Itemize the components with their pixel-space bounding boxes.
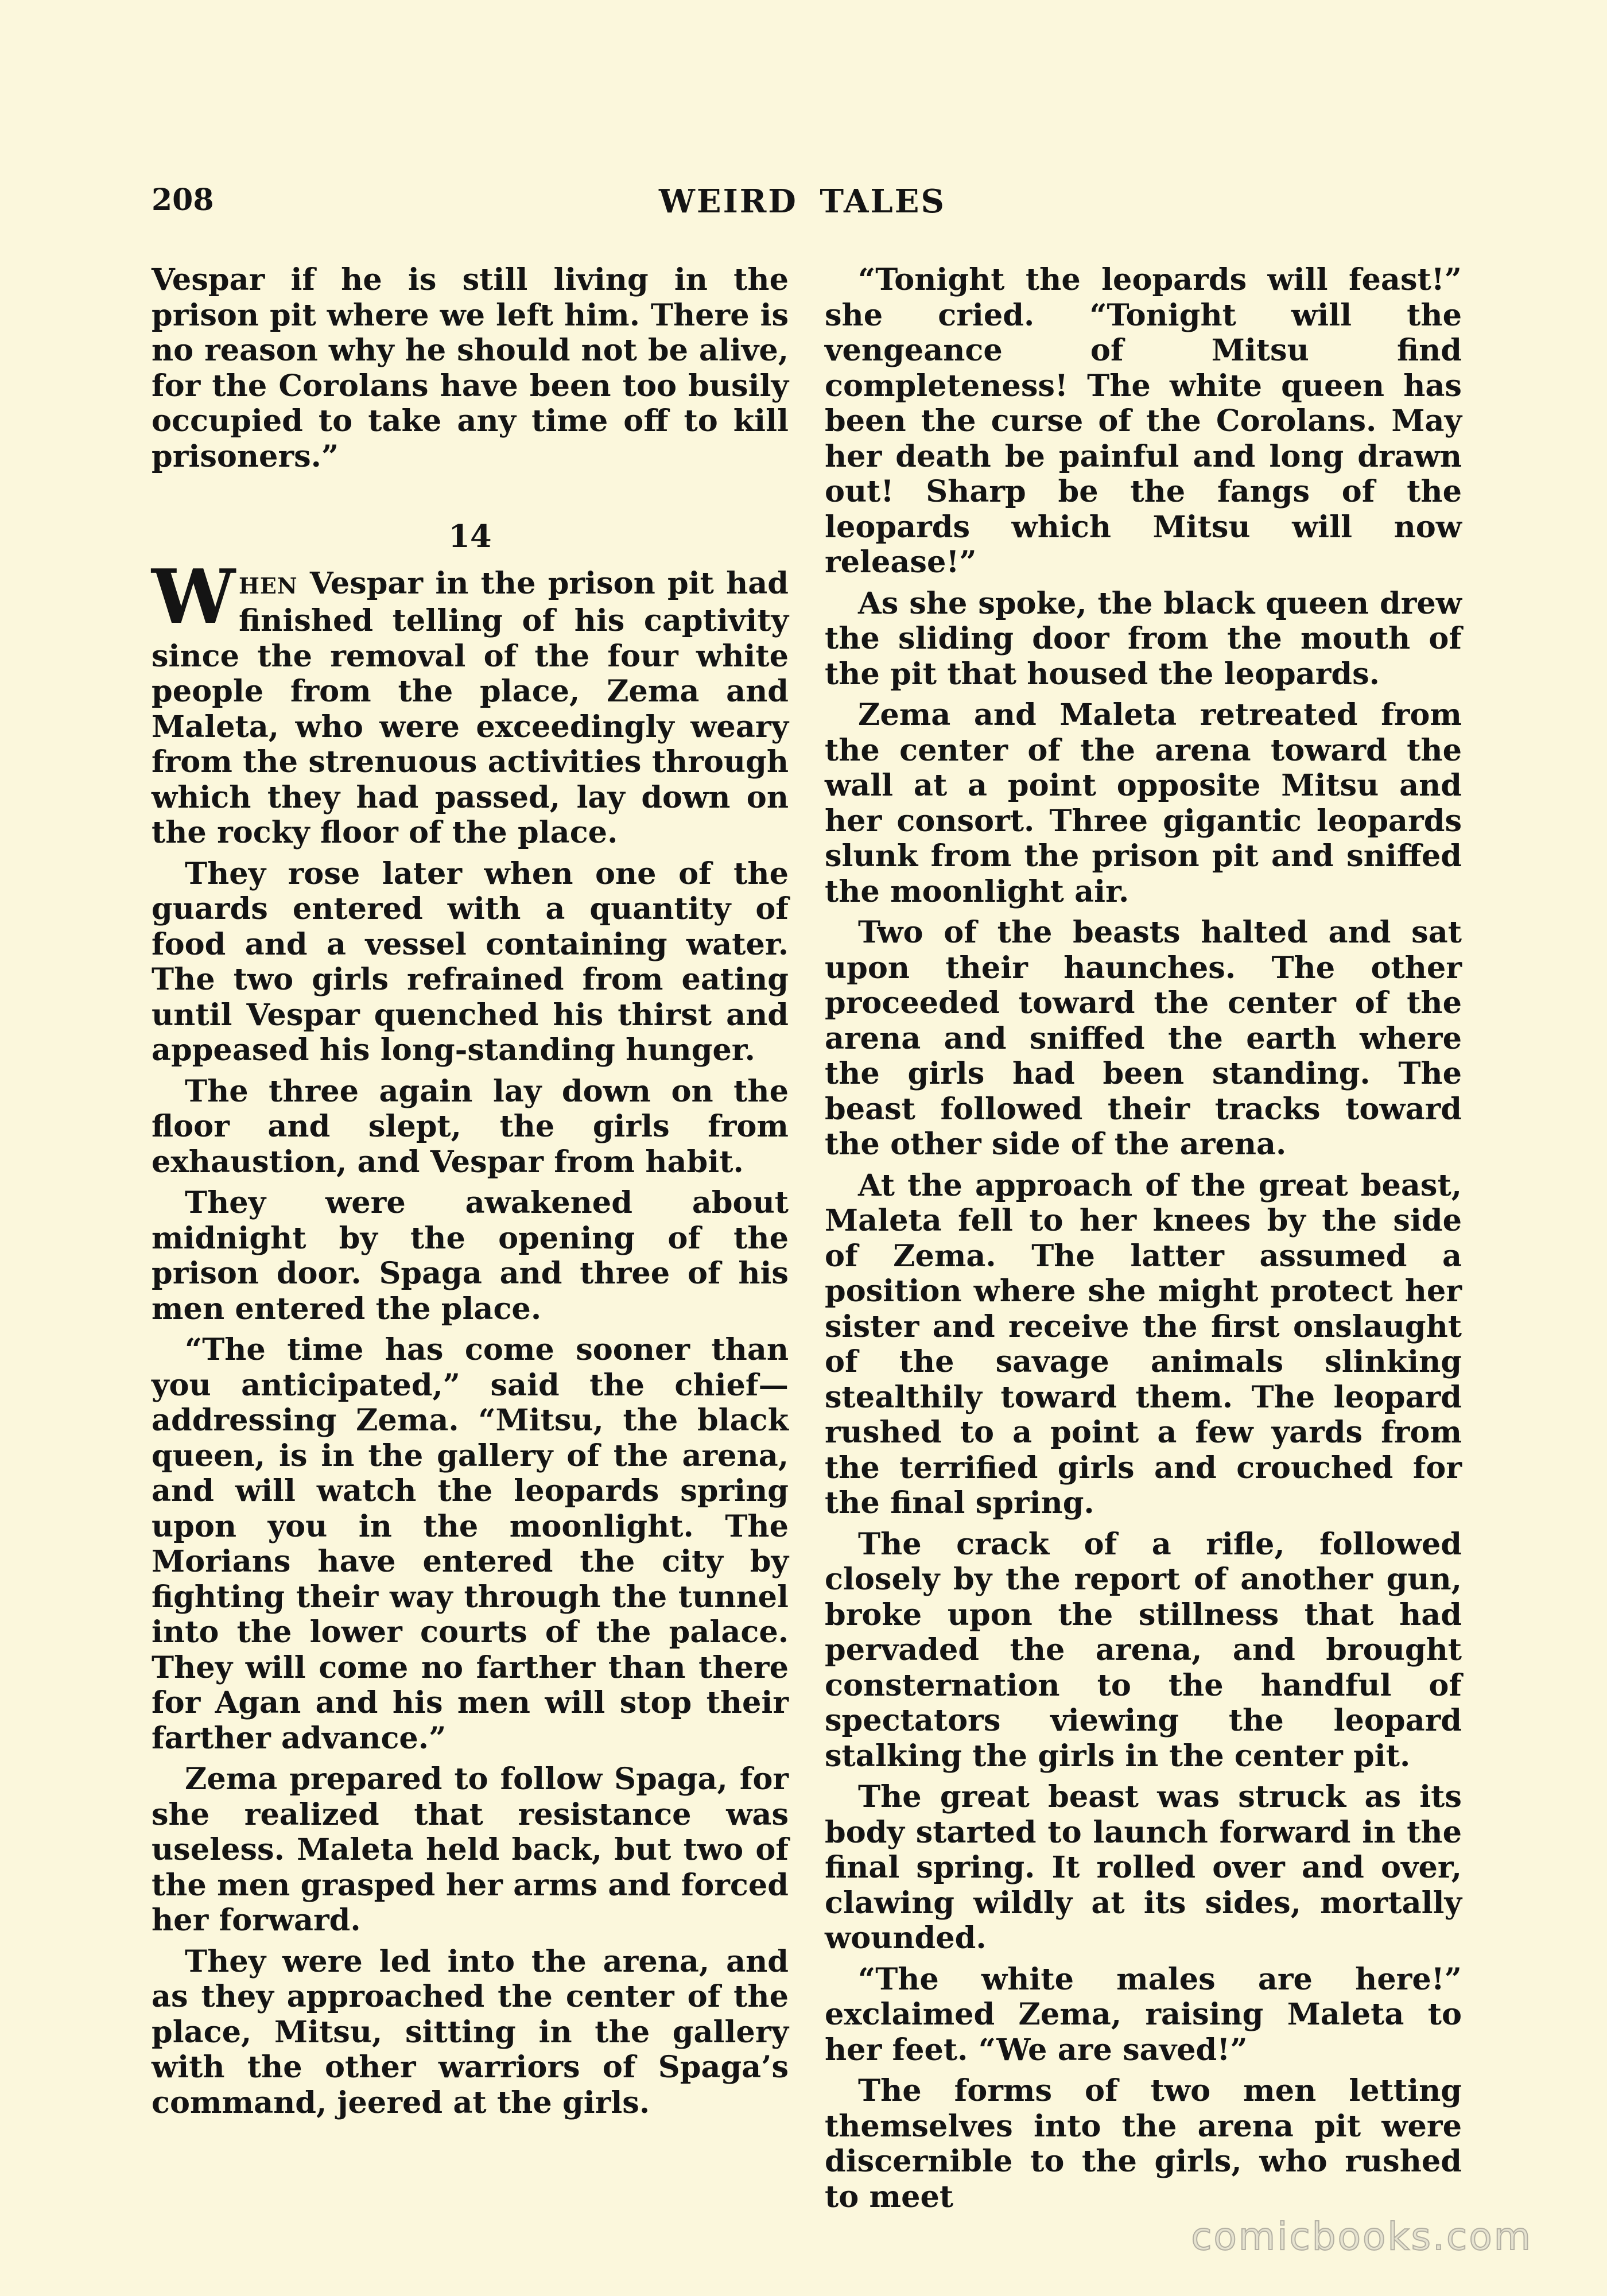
paragraph: The crack of a rifle, followed closely by the report of another gun, broke upon the stillness that had pervaded the arena, and brought consternation to the handful of spectators viewing the leopard stalking the girls in the center pit. bbox=[825, 1526, 1462, 1774]
paragraph: The three again lay down on the floor and slept, the girls from exhaustion, and Vespar from habit. bbox=[152, 1073, 789, 1180]
section-number: 14 bbox=[448, 518, 492, 554]
paragraph: They rose later when one of the guards entered with a quantity of food and a vessel containing water. The two girls refrained from eating until Vespar quenched his thirst and appeased his long-standing hunger. bbox=[152, 856, 789, 1068]
paragraph: They were awakened about midnight by the opening of the prison door. Spaga and three of his men entered the place. bbox=[152, 1185, 789, 1327]
running-title: WEIRD TALES bbox=[659, 183, 946, 220]
drop-cap: W bbox=[152, 552, 235, 641]
page-header bbox=[152, 183, 1461, 223]
paragraph: The great beast was struck as its body started to launch forward in the final spring. It rolled over and over, clawing wildly at its sides, mortally wounded. bbox=[825, 1779, 1462, 1956]
right-column bbox=[825, 262, 1462, 2220]
opening-text: Vespar in the prison pit had finished telling of his captivity since the removal of the four white people from the place, Zema and Maleta, who were exceedingly weary from the strenuous activities through which they had passed, lay down on the rocky floor of the place. bbox=[152, 565, 789, 850]
paragraph: The forms of two men letting themselves into the arena pit were discernible to the girls, who rushed to meet bbox=[825, 2073, 1462, 2214]
paragraph: As she spoke, the black queen drew the sliding door from the mouth of the pit that housed the leopards. bbox=[825, 585, 1462, 692]
left-column bbox=[152, 262, 789, 2126]
opening-small-caps: HEN bbox=[239, 572, 298, 599]
paragraph: Zema and Maleta retreated from the center of the arena toward the wall at a point opposite Mitsu and her consort. Three gigantic leopards slunk from the prison pit and sniffed the moonlight air. bbox=[825, 697, 1462, 909]
page-number: 208 bbox=[152, 183, 214, 218]
paragraph: At the approach of the great beast, Maleta fell to her knees by the side of Zema. The latter assumed a position where she might protect her sister and receive the first onslaught of the savage animals slinking stealthily toward them. The leopard rushed to a point a few yards from the terrified girls and crouched for the final spring. bbox=[825, 1168, 1462, 1521]
paragraph: “The time has come sooner than you anticipated,” said the chief—addressing Zema. “Mitsu, the black queen, is in the gallery of the arena, and will watch the leopards spring upon you in the moonlight. The Morians have entered the city by fighting their way through the tunnel into the lower courts of the palace. They will come no farther than there for Agan and his men will stop their farther advance.” bbox=[152, 1332, 789, 1756]
site-watermark: comicbooks.com bbox=[1191, 2214, 1532, 2259]
opening-paragraph bbox=[152, 552, 789, 851]
continuation-paragraph: Vespar if he is still living in the prison pit where we left him. There is no reason why he should not be alive, for the Corolans have been too busily occupied to take any time off to kill prisoners.” bbox=[152, 262, 789, 474]
paragraph: “Tonight the leopards will feast!” she cried. “Tonight will the vengeance of Mitsu find completeness! The white queen has been the curse of the Corolans. May her death be painful and long drawn out! Sharp be the fangs of the leopards which Mitsu will now release!” bbox=[825, 262, 1462, 580]
paragraph: Zema prepared to follow Spaga, for she realized that resistance was useless. Maleta held back, but two of the men grasped her arms and forced her forward. bbox=[152, 1762, 789, 1938]
paragraph: “The white males are here!” exclaimed Zema, raising Maleta to her feet. “We are saved!” bbox=[825, 1961, 1462, 2068]
paragraph: They were led into the arena, and as they approached the center of the place, Mitsu, sitting in the gallery with the other warriors of Spaga’s command, jeered at the girls. bbox=[152, 1944, 789, 2120]
paragraph: Two of the beasts halted and sat upon their haunches. The other proceeded toward the center of the arena and sniffed the earth where the girls had been standing. The beast followed their tracks toward the other side of the arena. bbox=[825, 915, 1462, 1162]
